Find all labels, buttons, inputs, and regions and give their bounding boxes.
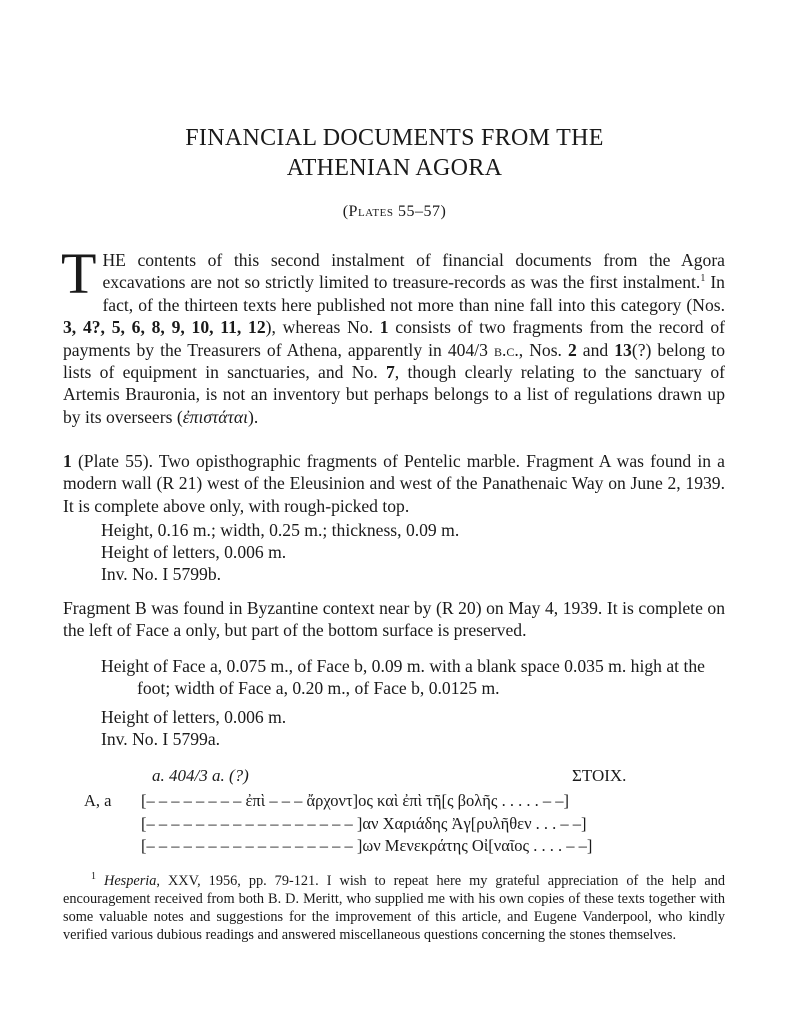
inscription-line [63, 835, 725, 858]
intro-bc: b.c. [493, 339, 519, 360]
footnote [63, 872, 725, 944]
page-title-line-2: ATHENIAN AGORA [286, 155, 503, 181]
intro-greek: ἐπιστάται [182, 406, 248, 427]
fragment-b-faces-line-2: at the foot; width of Face a, 0.20 m., of Face b, 0.0125 m. [137, 656, 705, 698]
intro-text-5: , Nos. [518, 339, 568, 360]
inscription-label: A, a [84, 791, 112, 810]
fragment-a-dimensions: Height, 0.16 m.; width, 0.25 m.; thickness, 0.09 m. [101, 520, 460, 540]
inscription-line-3: [– – – – – – – – – – – – – – – – – ]ων Μενεκράτης Οἰ[ναῖος . . . . – –] [141, 836, 593, 855]
fragment-b-measurements [101, 706, 726, 750]
inscription-text [63, 790, 725, 858]
inscription-line-1: [– – – – – – – – ἐπὶ – – – ἄρχοντ]ος καὶ ἐπὶ τῆ[ς βολῆς . . . . . – –] [141, 791, 569, 810]
footnote-marker[interactable]: 1 [700, 273, 706, 285]
footnote-text: , XXV, 1956, pp. 79-121. I wish to repeat here my grateful appreciation of the help and encouragement received from both B. D. Meritt, who supplied me with his own copies of these texts together with some valuable notes and suggestions for the improvement of this article, and Eugene Vanderpool, who kindly verified various dubious readings and answered miscellaneous questions concerning the stones themselves. [63, 873, 725, 943]
intro-text-4: consists of two fragments from the record of payments by the Treasurers of Athena, apparently in 404/3 [63, 317, 725, 360]
fragment-b-paragraph: Fragment B was found in Byzantine context near by (R 20) on May 4, 1939. It is complete on the left of Face a only, but part of the bottom surface is preserved. [63, 598, 725, 641]
fragment-a-measurements [101, 519, 726, 585]
intro-number-2: 2 [567, 339, 577, 360]
intro-text-8: , though clearly relating to the sanctuary of Artemis Brauronia, is not an inventory but perhaps belongs to a list of regulations drawn up by its overseers ( [63, 362, 725, 427]
drop-cap: T [61, 241, 97, 306]
intro-text-6: and [576, 339, 615, 360]
page-title-line-1: FINANCIAL DOCUMENTS FROM THE [185, 125, 604, 151]
intro-number-1: 1 [379, 317, 389, 338]
plates-reference [0, 203, 789, 221]
footnote-number: 1 [91, 871, 96, 883]
footnote-journal: Hesperia [104, 873, 157, 889]
intro-number-7: 7 [385, 362, 395, 383]
fragment-b-faces [101, 655, 726, 699]
fragment-b-letter-height: Height of letters, 0.006 m. [101, 707, 287, 727]
intro-text-1: HE contents of this second instalment of financial documents from the Agora excavations are not so strictly limited to treasure-records as was the first instalment. [102, 250, 725, 293]
inscription-line-2: [– – – – – – – – – – – – – – – – – ]αν Χαριάδης Ἀγ[ρυλῆθεν . . . – –] [141, 813, 587, 833]
intro-text-9: ). [247, 406, 259, 427]
intro-numbers: 3, 4?, 5, 6, 8, 9, 10, 11, 12 [63, 317, 266, 338]
entry-1-text: (Plate 55). Two opisthographic fragments of Pentelic marble. Fragment A was found in a modern wall (R 21) west of the Eleusinion and west of the Panathenaic Way on June 2, 1939. It is complete above only, with rough-picked top. [63, 451, 725, 516]
intro-number-13: 13 [614, 339, 632, 360]
intro-text-7: (?) belong to lists of equipment in sanctuaries, and No. [63, 339, 725, 383]
fragment-b-faces-line-1: Height of Face a, 0.075 m., of Face b, 0.09 m. with a blank space 0.035 m. high [101, 656, 662, 676]
fragment-b-faces-text [101, 655, 726, 699]
intro-paragraph [61, 241, 725, 428]
plates-text: (Plates 55–57) [342, 203, 447, 220]
inscription-line [63, 790, 725, 813]
entry-1-number: 1 [63, 451, 72, 471]
fragment-b-inventory: Inv. No. I 5799a. [101, 729, 221, 749]
inscription-date: a. 404/3 a. (?) [152, 766, 249, 785]
fragment-a-letter-height: Height of letters, 0.006 m. [101, 542, 287, 562]
intro-text-2: In fact, of the thirteen texts here published not more than nine fall into this category (Nos. [102, 272, 725, 315]
intro-text-3: ), whereas No. [265, 317, 380, 338]
fragment-a-inventory: Inv. No. I 5799b. [101, 564, 222, 584]
inscription-stoichedon: ΣΤΟΙΧ. [572, 766, 627, 785]
inscription-line [63, 813, 725, 836]
entry-1-paragraph [63, 450, 725, 517]
